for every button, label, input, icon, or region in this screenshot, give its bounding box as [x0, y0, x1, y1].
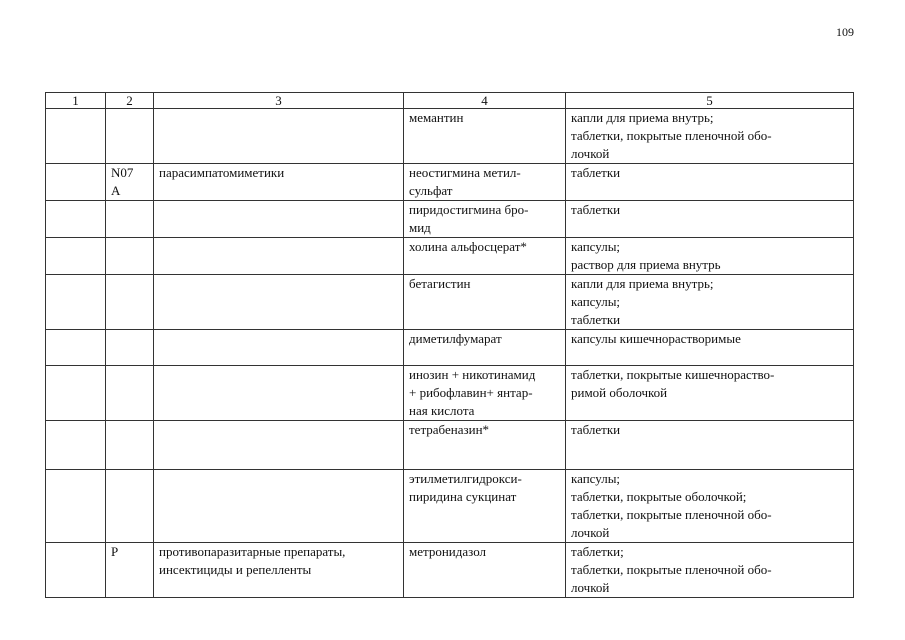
- dosage-forms: капли для приема внутрь; таблетки, покрытые пленочной обо- лочкой: [566, 109, 854, 164]
- drug-name: диметилфумарат: [404, 330, 566, 366]
- drug-table: [45, 92, 854, 598]
- drug-name: бетагистин: [404, 275, 566, 330]
- group-name: [154, 366, 404, 421]
- group-name: [154, 275, 404, 330]
- header-col-2: 2: [106, 93, 154, 109]
- atc-code: [106, 330, 154, 366]
- dosage-forms: таблетки, покрытые кишечнораство- римой оболочкой: [566, 366, 854, 421]
- table-row: [46, 164, 854, 201]
- drug-name: этилметилгидрокси- пиридина сукцинат: [404, 470, 566, 543]
- group-name: парасимпатомиметики: [154, 164, 404, 201]
- row-number: [46, 164, 106, 201]
- table-row: [46, 421, 854, 470]
- table-row: [46, 275, 854, 330]
- atc-code: [106, 275, 154, 330]
- atc-code: P: [106, 543, 154, 598]
- atc-code: [106, 238, 154, 275]
- table-row: [46, 201, 854, 238]
- dosage-forms: таблетки: [566, 421, 854, 470]
- row-number: [46, 421, 106, 470]
- table-header-row: [46, 93, 854, 109]
- atc-code: [106, 366, 154, 421]
- row-number: [46, 470, 106, 543]
- drug-name: инозин + никотинамид + рибофлавин+ янтар- ная кислота: [404, 366, 566, 421]
- atc-code: [106, 421, 154, 470]
- group-name: [154, 238, 404, 275]
- table-row: [46, 470, 854, 543]
- header-col-3: 3: [154, 93, 404, 109]
- table-row: [46, 109, 854, 164]
- atc-code: N07 A: [106, 164, 154, 201]
- dosage-forms: таблетки: [566, 201, 854, 238]
- drug-name: метронидазол: [404, 543, 566, 598]
- group-name: [154, 470, 404, 543]
- row-number: [46, 330, 106, 366]
- row-number: [46, 109, 106, 164]
- drug-name: неостигмина метил- сульфат: [404, 164, 566, 201]
- table-row: [46, 238, 854, 275]
- table-row: [46, 330, 854, 366]
- row-number: [46, 543, 106, 598]
- group-name: [154, 201, 404, 238]
- atc-code: [106, 201, 154, 238]
- table-row: [46, 366, 854, 421]
- header-col-4: 4: [404, 93, 566, 109]
- dosage-forms: капсулы; таблетки, покрытые оболочкой; таблетки, покрытые пленочной обо- лочкой: [566, 470, 854, 543]
- dosage-forms: капли для приема внутрь; капсулы; таблетки: [566, 275, 854, 330]
- atc-code: [106, 470, 154, 543]
- dosage-forms: капсулы кишечнорастворимые: [566, 330, 854, 366]
- group-name: [154, 109, 404, 164]
- atc-code: [106, 109, 154, 164]
- dosage-forms: капсулы; раствор для приема внутрь: [566, 238, 854, 275]
- row-number: [46, 238, 106, 275]
- drug-name: пиридостигмина бро- мид: [404, 201, 566, 238]
- page-number: 109: [836, 25, 854, 39]
- drug-name: холина альфосцерат*: [404, 238, 566, 275]
- row-number: [46, 366, 106, 421]
- drug-name: мемантин: [404, 109, 566, 164]
- dosage-forms: таблетки: [566, 164, 854, 201]
- dosage-forms: таблетки; таблетки, покрытые пленочной обо- лочкой: [566, 543, 854, 598]
- group-name: [154, 421, 404, 470]
- row-number: [46, 201, 106, 238]
- row-number: [46, 275, 106, 330]
- header-col-1: 1: [46, 93, 106, 109]
- drug-name: тетрабеназин*: [404, 421, 566, 470]
- header-col-5: 5: [566, 93, 854, 109]
- group-name: [154, 330, 404, 366]
- group-name: противопаразитарные препараты, инсектициды и репелленты: [154, 543, 404, 598]
- table-row: [46, 543, 854, 598]
